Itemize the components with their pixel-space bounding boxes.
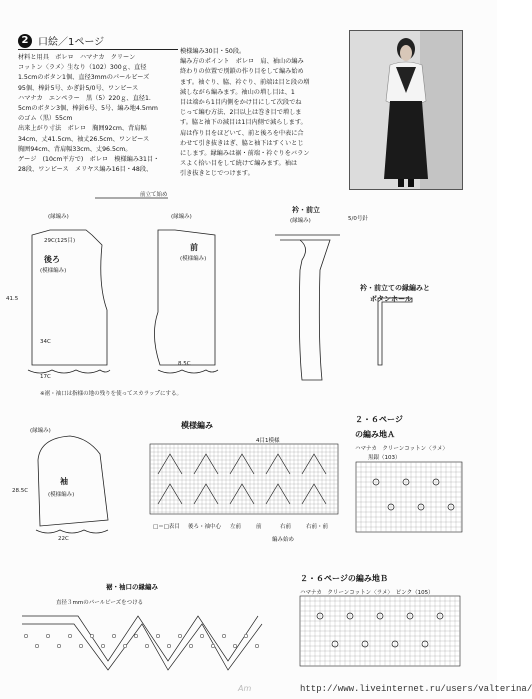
mid-col-line: 目は端から1目内側をかけ目にして次段でね [180,99,302,107]
watermark-faint: Am [238,684,252,693]
section-number-badge: 2 [18,34,32,48]
bead-dot [68,634,72,638]
pattern-legend: □＝□表目 [153,524,180,530]
bead-dot [57,644,61,648]
left-col-line: 34cm、丈41.5cm、袖丈26.5cm、ワンピース [18,135,150,143]
pattern-label-4: 右前・前 [306,524,329,530]
label-sleeve-sub: (模様編み) [48,492,75,498]
mid-col-line: 肩は作り目をほどいて、前と後ろを中表に合 [180,129,304,137]
label-front-start: 前立て始め [140,192,168,198]
bead-dot [200,634,204,638]
pattern-label-1: 左前 [230,524,242,530]
sleeve-diagram [0,410,150,560]
section-b-chart [300,596,465,671]
label-front-sub: (模様編み) [180,256,207,262]
dim-front-width: 8.5C [178,361,191,367]
mid-col-line: わせて引き抜きはぎ、脇と袖下はすくいとじ [180,139,304,147]
label-collar: 衿・前立 [292,206,320,214]
bead-dot [167,644,171,648]
dim-sleeve-length: 28.5C [12,488,29,494]
left-col-line: 95個、棒針5号、かぎ針5/0号、ワンピース [18,84,139,92]
bead-dot [211,644,215,648]
mid-col-line: 終わりの位置で別鎖の作り目をして編み始め [180,68,304,76]
bead-dot [134,634,138,638]
left-col-line: ゲージ (10cm平方で) ボレロ 模様編み31目・ [18,156,160,164]
left-col-line: 胸囲94cm、背肩幅33cm、丈96.5cm。 [18,145,132,153]
section-a-color: 黒銀（103） [368,455,401,461]
bead-dot [222,634,226,638]
label-front-border: (縁編み) [171,214,192,220]
bead-dot [178,634,182,638]
pattern-label-2: 前 [256,524,262,530]
section-a-title1: ２・６ページ [355,415,403,424]
model-photo [349,30,463,190]
dim-back-width: 29C(125目) [44,238,76,244]
note-scallop: ※裾・袖口は指様の地の残りを使ってスカラップにする。 [40,391,183,397]
label-back-border: (縁編み) [48,214,69,220]
bead-dot [101,644,105,648]
left-col-line: ハマナカ エンペラー 黒（5）220ｇ、直径1. [18,94,151,102]
label-back: 後ろ [44,255,60,264]
instructions-text [180,47,309,180]
pattern-start: 編み始め [272,537,295,543]
label-collar-sec2: ボタンホール [370,295,412,303]
header-rule [18,49,178,50]
bead-dot [145,644,149,648]
bead-dot [189,644,193,648]
bead-dot [112,634,116,638]
bead-dot [233,644,237,648]
label-collar-sub: (縁編み) [290,218,311,224]
pattern-label-3: 右前 [280,524,292,530]
bead-dot [255,644,259,648]
pattern-label-0: 後ろ・袖中心 [188,524,222,530]
dim-front-hem: 17C [40,374,51,380]
mid-col-line: スよく拾い目をして続けて編みます。袖は [180,160,298,168]
section-a-chart [356,462,466,537]
mid-col-line: にします。縁編みは裾・前端・衿ぐりをバラン [180,150,310,158]
left-col-line: 材料と用具 ボレロ ハマナカ クリーン [18,54,136,61]
materials-text [18,53,159,175]
page-header [18,33,104,48]
dim-sleeve-width: 22C [58,536,69,542]
header-title: 口絵／1ページ [38,37,105,48]
left-col-line: 28段、ワンピース メリヤス編み16目・48段、 [18,166,153,174]
section-b-title: ２・６ページの編み地Ｂ [300,574,388,583]
label-sleeve: 袖 [60,477,68,486]
mid-col-line: 減しながら編みます。袖山の増し目は、1 [180,88,295,96]
mid-col-line: 引き抜きとじでつけます。 [180,170,254,178]
bead-dot [90,634,94,638]
bead-dot [244,634,248,638]
bead-dot [35,644,39,648]
bead-dot [123,644,127,648]
pattern-title: 模様編み [181,421,213,430]
left-col-line: 出来上がり寸法 ボレロ 胸囲92cm、背肩幅 [18,125,147,133]
mid-col-line: す。脇と袖下の減目は1目内側で減らします。 [180,119,307,127]
hem-title: 裾・袖口の縁編み [106,583,158,591]
dim-back-hem: 34C [40,339,51,345]
hem-edging-chart [18,606,278,676]
watermark-url: http://www.liveinternet.ru/users/valterina/ [300,684,532,694]
label-back-sub: (模様編み) [40,268,67,274]
left-col-line: コットン〈ラメ〉生なり（102）300ｇ、直径 [18,64,147,72]
hem-note: 直径３mmのパールビーズをつける [56,600,144,606]
section-a-title2: の編み地Ａ [355,430,395,439]
mid-col-line: 編み方のポイント ボレロ 肩、袖山の編み [180,58,304,66]
label-front: 前 [190,243,198,252]
label-collar-sec: 衿・前立ての縁編みと [360,284,430,292]
pattern-chart [150,444,340,519]
left-col-line: 1.5cmのボタン1個、直径3mmのパールビーズ [18,74,150,82]
bead-dot [46,634,50,638]
pattern-repeat: 4目1模様 [256,438,280,444]
left-col-line: のゴム（黒）55cm [18,115,73,123]
mid-col-line: 模様編み30目・50段。 [180,48,246,55]
label-needle: 5/0号針 [348,216,368,222]
section-a-yarn: ハマナカ クリーンコットン〈ラメ〉 [355,446,449,452]
left-col-line: 5cmのボタン3個、棒針6号、5号、編み地4.5mm [18,105,158,113]
section-b-yarn: ハマナカ クリーンコットン〈ラメ〉 ピンク（105） [300,590,434,596]
mid-col-line: じって編む方法、2目以上は巻き目で増しま [180,109,302,117]
mid-col-line: ます。袖ぐり、脇、衿ぐり、前端は目と段の増 [180,78,310,86]
bead-dot [79,644,83,648]
garment-diagrams [0,190,497,410]
label-sleeve-border: (縁編み) [30,428,51,434]
bead-dot [156,634,160,638]
dim-back-height: 41.5 [6,296,19,302]
bead-dot [24,634,28,638]
